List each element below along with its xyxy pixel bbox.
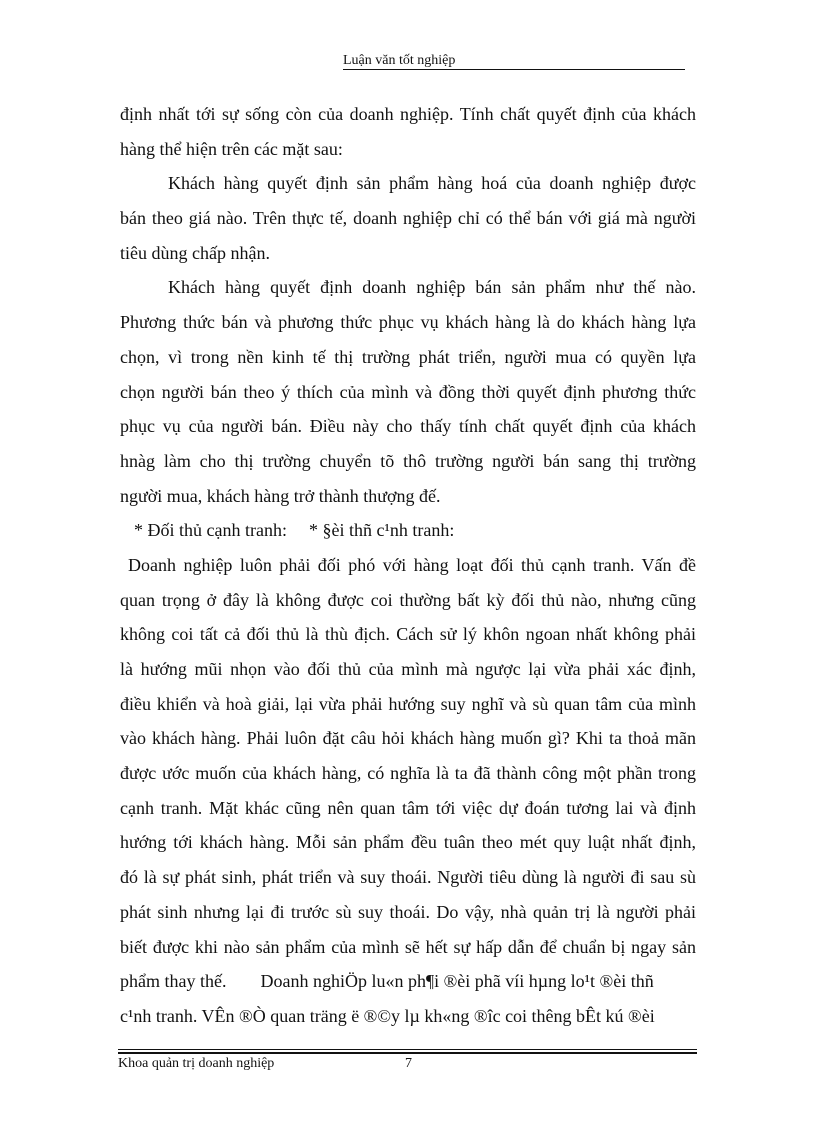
- section-heading-line: [120, 513, 696, 548]
- footer-department: Khoa quản trị doanh nghiệp: [118, 1056, 275, 1071]
- page-number: 7: [405, 1056, 412, 1071]
- body-line: tiêu dùng chấp nhận.: [120, 242, 270, 263]
- legacy-encoded-line: c¹nh tranh. VÊn ®Ò quan träng ë ®©y lµ kh«ng ®îc coi thêng bÊt kú ®èi: [120, 1005, 655, 1026]
- legacy-encoded-text: Doanh nghiÖp lu«n ph¶i ®èi phã víi hµng lo¹t ®èi thñ: [260, 971, 654, 992]
- body-line: Khách hàng quyết định doanh nghiệp bán sản phẩm như thế nào.: [168, 277, 696, 298]
- body-line: biết được khi nào sản phẩm của mình sẽ hết sự hấp dẫn để chuẩn bị ngay sản: [120, 936, 696, 957]
- body-line: Doanh nghiệp luôn phải đối phó với hàng loạt đối thủ cạnh tranh. Vấn đề: [128, 554, 696, 575]
- body-line: bán theo giá nào. Trên thực tế, doanh nghiệp chỉ có thể bán với giá mà người: [120, 208, 696, 229]
- body-line: cạnh tranh. Mặt khác cũng nên quan tâm tới việc dự đoán tương lai và định: [120, 797, 696, 818]
- body-line: phát sinh nhưng lại đi trước sù suy thoái. Do vậy, nhà quản trị là người phải: [120, 901, 696, 922]
- body-line: điều khiển và hoà giải, lại vừa phải hướng suy nghĩ và sù quan tâm của mình: [120, 693, 696, 714]
- body-line: chọn người bán theo ý thích của mình và đồng thời quyết định phương thức: [120, 381, 696, 402]
- body-line: hàng thể hiện trên các mặt sau:: [120, 138, 343, 159]
- body-line: đó là sự phát sinh, phát triển và suy thoái. Người tiêu dùng là người đi sau sù: [120, 867, 696, 888]
- section-heading: * Đối thủ cạnh tranh:: [134, 520, 287, 541]
- section-heading-legacy-encoding: * §èi thñ c¹nh tranh:: [308, 520, 455, 541]
- body-line: định nhất tới sự sống còn của doanh nghiệp. Tính chất quyết định của khách: [120, 104, 696, 124]
- body-line: là hướng mũi nhọn vào đối thủ của mình mà ngược lại vừa phải xác định,: [120, 659, 696, 679]
- body-line: vào khách hàng. Phải luôn đặt câu hỏi khách hàng muốn gì? Khi ta thoả mãn: [120, 728, 696, 749]
- mixed-line: [120, 964, 696, 999]
- running-header-title: Luận văn tốt nghiệp: [343, 53, 456, 68]
- body-line: hnàg làm cho thị trường chuyển tõ thô trường người bán sang thị trường: [120, 450, 696, 471]
- body-line: người mua, khách hàng trở thành thượng đế.: [120, 485, 441, 506]
- body-text-span: phẩm thay thế.: [120, 971, 227, 992]
- document-body: [120, 97, 696, 1034]
- body-line: Phương thức bán và phương thức phục vụ khách hàng là do khách hàng lựa: [120, 312, 696, 333]
- footer-divider-thick: [118, 1052, 697, 1054]
- body-line: chọn, vì trong nền kinh tế thị trường phát triển, người mua có quyền lựa: [120, 346, 696, 367]
- body-line: quan trọng ở đây là không được coi thường bất kỳ đối thủ nào, nhưng cũng: [120, 589, 696, 610]
- body-line: không coi tất cả đối thủ là thù địch. Cách sử lý khôn ngoan nhất không phải: [120, 624, 696, 645]
- body-line: hướng tới khách hàng. Mỗi sản phẩm đều tuân theo mét quy luật nhất định,: [120, 832, 696, 853]
- body-line: phục vụ của người bán. Điều này cho thấy tính chất quyết định của khách: [120, 416, 696, 437]
- body-line: được ước muốn của khách hàng, có nghĩa là ta đã thành công một phần trong: [120, 763, 696, 784]
- body-line: Khách hàng quyết định sản phẩm hàng hoá của doanh nghiệp được: [168, 173, 696, 194]
- header-divider: [343, 69, 685, 70]
- footer-divider: [118, 1049, 697, 1050]
